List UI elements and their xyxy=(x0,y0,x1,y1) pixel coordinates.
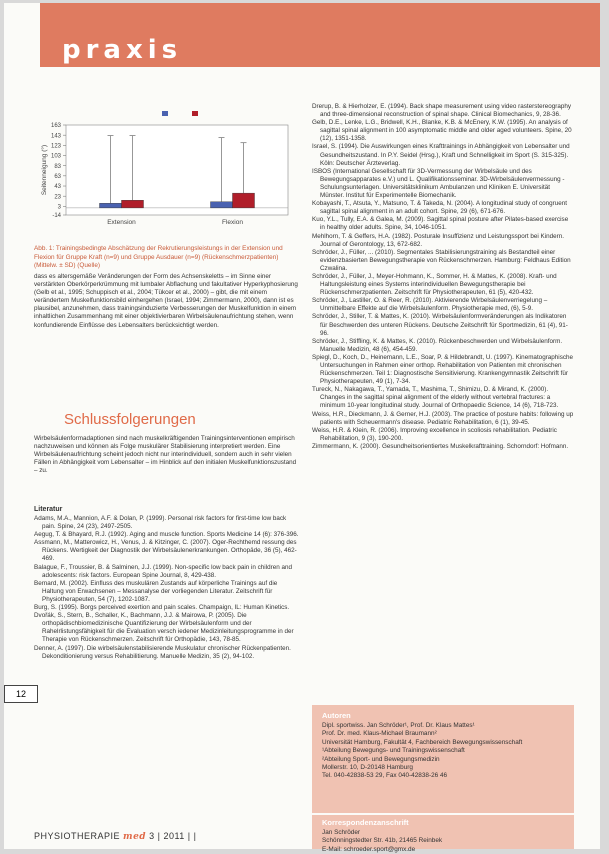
section-heading: Schlussfolgerungen xyxy=(64,411,196,428)
y-tick-label: 123 xyxy=(50,143,61,150)
reference-item: Gelb, D.E., Lenke, L.G., Bridwell, K.H., Blanke, K.B. & McEnery, K.W. (1995). An analysis of sagittal spinal alignment in 100 asymptomatic middle and older aged volunteers. Spine, 20 (12), 1351-1358. xyxy=(312,119,572,143)
reference-item: Weiss, H.R., Dieckmann, J. & Gerner, H.J. (2003). The practice of posture habits: following up patients with Scheuermann's disease. Pediatric Rehabilitation, 6 (1), 39-45. xyxy=(312,410,574,426)
bar xyxy=(122,200,144,208)
chart-svg xyxy=(34,103,298,243)
x-tick-label: Extension xyxy=(107,219,136,226)
box-line: Dipl. sportwiss. Jan Schröder¹, Prof. Dr. Klaus Mattes¹ xyxy=(322,722,475,729)
page xyxy=(4,3,600,853)
y-tick-label: 83 xyxy=(54,163,61,170)
reference-item: Schröder, J., Lastiller, O. & Reer, R. (2010). Aktivierende Wirbelsäulenverriegelung – Unmittelbare Effekte auf die Wirbelsäulenform. Physiotherapie med, (6), 5-9. xyxy=(312,297,548,313)
box-line: Prof. Dr. med. Klaus-Michael Braumann² xyxy=(322,730,437,738)
box-line: Universität Hamburg, Fakultät 4, Fachbereich Bewegungswissenschaft xyxy=(322,738,523,746)
body-paragraph-2 xyxy=(34,435,300,475)
box-line: ¹Abteilung Bewegungs- und Trainingswissenschaft xyxy=(322,747,465,755)
reference-item: Mehlhorn, T. & Geffers, H.A. (1982). Posturale Insuffizienz und Leistungssport bei Kindern. Journal of Gerontology, 13, 672-682. xyxy=(312,232,565,248)
references-right xyxy=(312,103,574,451)
authors-title: Autoren xyxy=(322,711,351,720)
journal-mag: med xyxy=(123,832,147,842)
reference-item: Kuo, Y.L., Tully, E.A. & Galea, M. (2009). Sagittal spinal posture after Pilates-based exercise in healthy older adults. Spine, 34, 1046-1051. xyxy=(312,216,569,232)
paragraph-text: Wirbelsäulenformadaptionen sind nach muskelkräftigenden Trainingsinterventionen empirisch nachzuweisen und können als Folge muskulärer Stabilisierung interpretiert werden. Eine Wirbelsäulenaufrichtung scheint jedoch nicht nur interindividuell, sondern auch in sehr vielen Fällen in Abhängigkeit vom Lebensalter – im Hinblick auf den initialen Muskelfunktionszustand – zu. xyxy=(34,435,297,475)
reference-item: Drerup, B. & Hierholzer, E. (1994). Back shape measurement using video rasterstereography and three-dimensional reconstruction of spinal shape. Clinical Biomechanics, 9, 28-36. xyxy=(312,103,571,119)
reference-item: Weiss, H.R. & Klein, R. (2006). Improving excellence in scoliosis rehabilitation. Pediatric Rehabilitation, 9 (3), 190-200. xyxy=(312,426,557,442)
correspondence-box xyxy=(312,815,574,853)
correspondence-lines xyxy=(322,829,564,854)
correspondence-title: Korrespondenzanschrift xyxy=(322,818,409,827)
reference-item: Denner, A. (1997). Die wirbelsäulenstabilisierende Muskulatur chronischer Rückenpatienten. Dekonditionierung versus Rehabilitierung. Manuelle Medizin, 35 (2), 94-102. xyxy=(34,644,291,660)
bar xyxy=(100,203,122,208)
bar-chart xyxy=(34,103,298,243)
reference-item: Schröder, J., Stiffling, K. & Mattes, K. (2010). Rückenbeschwerden und Wirbelsäulenform. Manuelle Medizin, 48 (6), 454-459. xyxy=(312,337,563,353)
literature-heading: Literatur xyxy=(34,506,63,513)
body-paragraph-1 xyxy=(34,273,300,330)
reference-item: Assmann, M., Matterowicz, H., Venus, J. & Kitzinger, C. (2007). Oger-Rechthemd ressung des Rückens. Wertigkeit der Diagnostik der Wirbelsäulenerkrankungen. Orthopäde, 36 (5), 462-469. xyxy=(34,539,297,563)
reference-item: Spiegl, D., Koch, D., Heinemann, L.E., Soar, P. & Hildebrandt, U. (1997). Kinematographische Untersuchungen in Rahmen einer orthop. Rehabilitation von Patienten mit chronischen Rückenschmerzen. Teil 1: Diagnostische Sensitivierung. Krankengymnastik Zeitschrift für Physiotherapeuten, 49 (1), 7-34. xyxy=(312,353,573,386)
reference-item: Balague, F., Troussier, B. & Salminen, J.J. (1999). Non-specific low back pain in children and adolescents: risk factors. European Spine Journal, 8, 429-438. xyxy=(34,563,292,579)
y-tick-label: 163 xyxy=(50,123,61,130)
legend-swatch xyxy=(192,111,198,116)
reference-item: Israel, S. (1994). Die Auswirkungen eines Krafttrainings in Abhängigkeit von Lebensalter und Gesundheitszustand. In P.Y. Seidel (Hrsg.), Kraft und Schnelligkeit im Sport (S. 315-325). Köln: Deutscher Ärzteverlag. xyxy=(312,143,570,167)
legend-swatch xyxy=(162,111,168,116)
reference-item: Aegug, T. & Bhayard, R.J. (1992). Aging and muscle function. Sports Medicine 14 (6): 376-396. xyxy=(34,531,299,539)
y-tick-label: -14 xyxy=(52,213,61,220)
box-line: ²Abteilung Sport- und Bewegungsmedizin xyxy=(322,755,440,763)
reference-item: Bernard, M. (2002). Einfluss des muskulären Zustands auf körperliche Trainings auf die Haltung von Erwachsenen – Messanalyse der vorliegenden Literatur. Zeitschrift für Physiotherapeuten, 54 (7), 1202-1087. xyxy=(34,579,278,603)
y-tick-label: 3 xyxy=(57,204,61,211)
reference-item: Tureck, N., Nakagawa, T., Yamada, T., Mashima, T., Shimizu, D. & Mirand, K. (2000). Changes in the sagittal spinal alignment of the elderly without vertebral fractures: a minimum 10-year longitudinal study. Journal of Orthopaedic Science, 14 (6), 718-723. xyxy=(312,386,559,410)
reference-item: Kobayashi, T., Atsuta, Y., Matsuno, T. & Takeda, N. (2004). A longitudinal study of congruent sagittal spinal alignment in an adult cohort. Spine, 29 (6), 671-676. xyxy=(312,200,567,216)
x-tick-label: Flexion xyxy=(222,219,243,226)
box-line: E-Mail: schroeder.sport@gmx.de xyxy=(322,845,416,853)
y-tick-label: 63 xyxy=(54,174,61,181)
journal-name: PHYSIOTHERAPIE xyxy=(34,831,121,841)
reference-item: Schröder, J., Füller, J., Meyer-Hohmann, K., Sommer, H. & Mattes, K. (2008). Kraft- und Haltungsleistung eines Systems interindividuellen Bewegungstherapie bei Rückenschmerzpatienten. Zeitschrift für Physiotherapeuten, 61 (5), 420-432. xyxy=(312,272,557,297)
bar xyxy=(211,202,233,208)
reference-item: Burg, S. (1995). Borgs perceived exertion and pain scales. Champaign, IL: Human Kinetics. xyxy=(34,604,290,612)
paragraph-text: dass es altersgemäße Veränderungen der Form des Achsenskeletts – im Sinne einer verstärkten Oberkörperkrümmung mit lumbaler Abflachung und fakultativer Hyperkyphosierung (Gelb et al., 1995; Schuppisch et al., 2004; Tükcer et al., 2000) – gibt, die mit einem verändertem Muskelfunktionsbild einhergehen (Israel, 1994; Zimmermann, 2000), dann ist es plausibel, anzunehmen, dass trainingsinduzierte Verbesserungen der Muskelfunktion in einem inhaltlichen Zusammenhang mit einer objektivierbaren Wirbelsäulenaufrichtung stehen, wenn konfundierende Einflüsse des Lebensalters berücksichtigt werden. xyxy=(34,273,298,329)
reference-item: Dvořák, S., Stern, B., Schaller, K., Bachmann, J.J. & Mairowa, P. (2005). Die orthopädischbiomedizinische Quantifizierung der Wirbelsäulenform und der Rahelrlistungsfähigkeit für die Evaluation versch iedener Medizinleitungsprogramme in der Therapie von Rückenschmerzen. Zeitschrift für Orthopädie, 143, 78-85. xyxy=(34,612,294,644)
y-tick-label: 103 xyxy=(50,153,61,160)
reference-item: Zimmermann, K. (2000). Gesundheitsorientiertes Muskelkrafttraining. Schorndorf: Hofmann. xyxy=(312,442,569,450)
reference-item: Schröder, J., Füller, ... (2010). Segmentales Stabilisierungstraining als Bestandteil einer evidenzbasierten Bewegungstherapie von Rückenschmerzen. Hamburg: Feldhaus Edition Czwalina. xyxy=(312,248,571,272)
reference-item: ISBOS (International Gesellschaft für 3D-Vermessung der Wirbelsäule und des Bewegungsapparates e.V.) und L. Qualifikationsseminar. 3D-Wirbelsäulenvermessung - Schulungsunterlagen. Universitätsklinikum Ambulanzen und Kliniken E. Universität Münster. Institut für Experimentelle Biomechanik. xyxy=(312,167,565,200)
footer xyxy=(34,831,196,842)
bar xyxy=(233,193,255,208)
references-left xyxy=(34,515,300,661)
section-title: praxis xyxy=(62,35,183,65)
reference-item: Adams, M.A., Mannion, A.F. & Dolan, P. (1999). Personal risk factors for first-time low back pain. Spine, 24 (23), 2497-2505. xyxy=(34,515,287,531)
page-number: 12 xyxy=(4,685,38,703)
authors-box xyxy=(312,705,574,813)
header-banner xyxy=(40,3,600,67)
figure-caption: Abb. 1: Trainingsbedingte Abschätzung der Rekrutierungsleistungs in der Extension und Flexion für Gruppe Kraft (n=9) und Gruppe Ausdauer (n=9) (Rückenschmerzpatienten) (Mittelw. ± SD) (Quelle) xyxy=(34,245,283,270)
box-line: Tel. 040-42838-53 29, Fax 040-42838-26 46 xyxy=(322,772,448,780)
box-line: Schönningstedter Str. 41b, 21465 Reinbek xyxy=(322,837,443,845)
y-tick-label: 143 xyxy=(50,133,61,140)
issue-number: 3 | 2011 | | xyxy=(149,831,197,841)
box-line: Mollerstr. 10, D-20148 Hamburg xyxy=(322,764,413,772)
box-line: Jan Schröder xyxy=(322,829,361,836)
authors-lines xyxy=(322,722,564,781)
y-tick-label: 23 xyxy=(54,194,61,201)
y-tick-label: 43 xyxy=(54,184,61,191)
reference-item: Schröder, J., Stiller, T. & Mattes, K. (2010). Wirbelsäulenformveränderungen als Indikatoren für Beschwerden des unteren Rückens. Deutsche Zeitschrift für Sportmedizin, 61 (4), 91-96. xyxy=(312,313,568,337)
y-axis-label: Seitenneigung (°) xyxy=(41,144,48,196)
